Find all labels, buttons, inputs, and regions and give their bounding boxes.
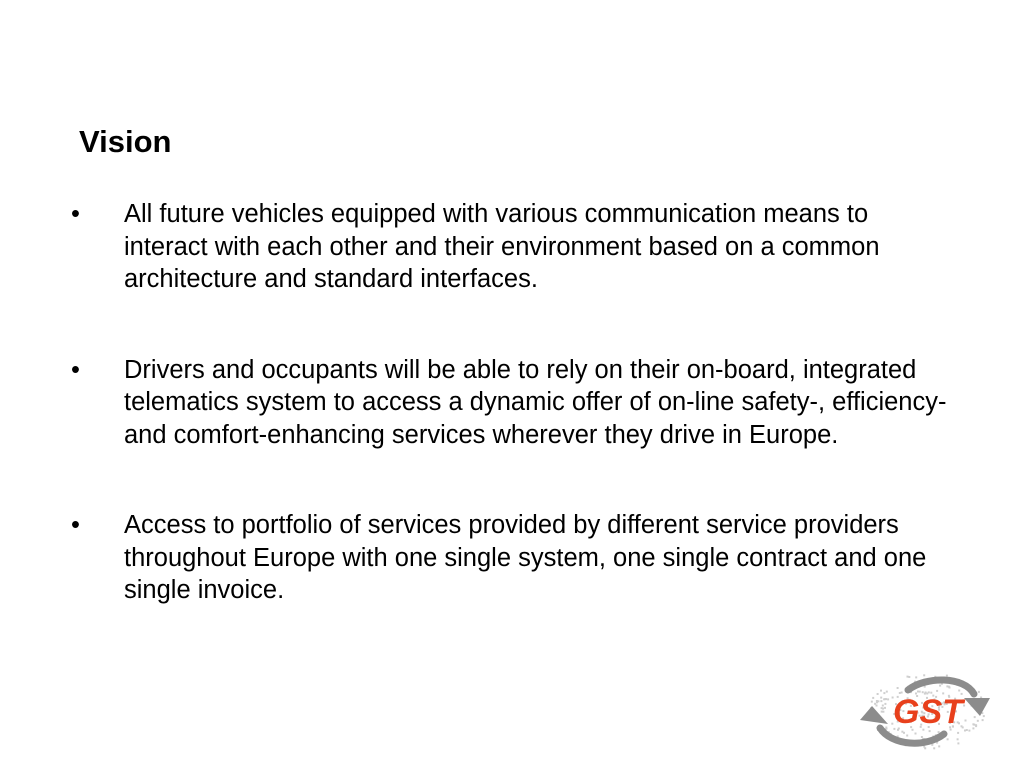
map-dot — [884, 707, 886, 709]
bullet-point-icon: • — [71, 355, 80, 384]
map-dot — [923, 674, 925, 676]
map-dot — [939, 685, 941, 687]
map-dot — [938, 745, 940, 747]
map-dot — [965, 720, 967, 722]
map-dot — [915, 733, 917, 735]
map-dot — [974, 716, 976, 718]
map-dot — [975, 725, 977, 727]
map-dot — [906, 735, 908, 737]
map-dot — [880, 700, 882, 702]
map-dot — [978, 691, 980, 693]
map-dot — [958, 690, 960, 692]
map-dot — [880, 690, 882, 692]
map-dot — [977, 720, 979, 722]
bullet-item — [0, 354, 954, 452]
bullet-text: Drivers and occupants will be able to rely on their on-board, integrated telematics system to access a dynamic offer of on-line safety-, efficiency- and comfort-enhancing services wherever they drive in Europe. — [124, 355, 947, 449]
map-dot — [882, 705, 884, 707]
bullet-list — [0, 198, 1024, 607]
map-dot — [963, 705, 965, 707]
map-dot — [938, 731, 940, 733]
map-dot — [886, 691, 888, 693]
map-dot — [882, 711, 884, 713]
map-dot — [885, 698, 887, 700]
map-dot — [877, 693, 879, 695]
arrow-head-right-icon — [964, 698, 990, 716]
map-dot — [946, 675, 948, 677]
map-dot — [972, 727, 974, 729]
map-dot — [957, 732, 959, 734]
map-dot — [915, 676, 917, 678]
bullet-item — [0, 509, 954, 607]
map-dot — [957, 738, 959, 740]
map-dot — [949, 687, 951, 689]
map-dot — [907, 676, 909, 678]
map-dot — [880, 697, 882, 699]
map-dot — [968, 730, 970, 732]
map-dot — [936, 690, 938, 692]
map-dot — [964, 730, 966, 732]
bullet-item — [0, 198, 954, 296]
map-dot — [897, 687, 899, 689]
logo-text: GST — [893, 693, 963, 731]
map-dot — [883, 698, 885, 700]
map-dot — [983, 715, 985, 717]
map-dot — [887, 698, 889, 700]
map-dot — [957, 742, 959, 744]
map-dot — [982, 719, 984, 721]
map-dot — [872, 697, 874, 699]
map-dot — [884, 703, 886, 705]
map-dot — [871, 701, 873, 703]
map-dot — [966, 729, 968, 731]
map-dot — [881, 707, 883, 709]
map-dot — [921, 736, 923, 738]
map-dot — [876, 700, 878, 702]
map-dot — [901, 731, 903, 733]
gst-logo — [856, 668, 994, 752]
map-dot — [946, 685, 948, 687]
map-dot — [881, 711, 883, 713]
map-dot — [924, 747, 926, 749]
map-dot — [908, 676, 910, 678]
map-dot — [933, 747, 935, 749]
map-dot — [885, 727, 887, 729]
map-dot — [883, 692, 885, 694]
bullet-text: All future vehicles equipped with various communication means to interact with each other and their environment based on a common architecture and standard interfaces. — [124, 200, 880, 293]
slide-title: Vision — [79, 124, 172, 159]
bullet-text: Access to portfolio of services provided by different service providers throughout Europe with one single system, one single contract and one single invoice. — [124, 511, 927, 604]
map-dot — [972, 723, 974, 725]
map-dot — [947, 738, 949, 740]
map-dot — [924, 686, 926, 688]
map-dot — [874, 703, 876, 705]
bullet-point-icon: • — [71, 200, 80, 228]
bullet-point-icon: • — [71, 511, 80, 539]
